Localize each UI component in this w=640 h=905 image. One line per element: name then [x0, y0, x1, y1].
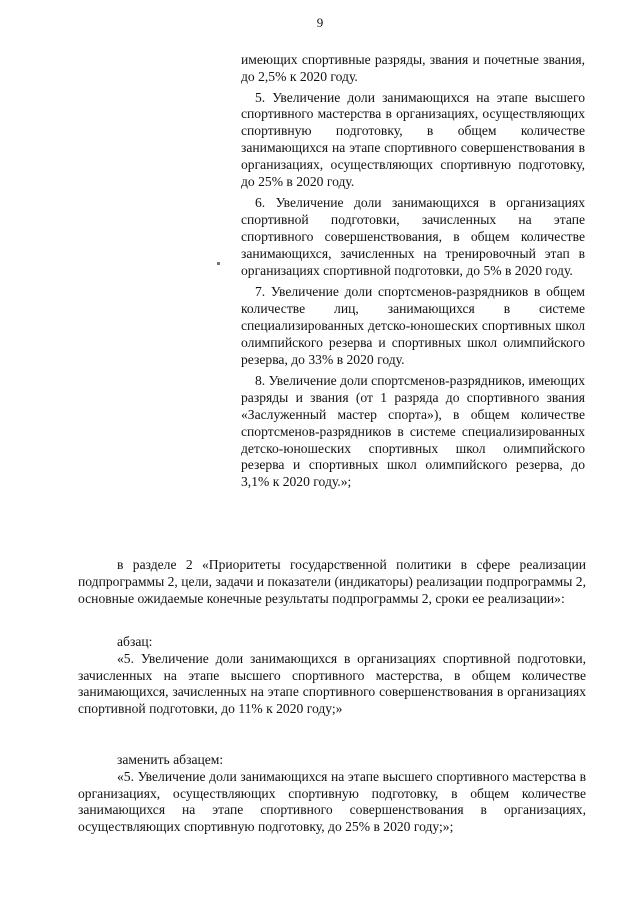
scan-mark: [217, 262, 220, 265]
paragraph-item-6: 6. Увеличение доли занимающихся в организациях спортивной подготовки, зачисленных на этапе спортивного совершенствования, в общем количестве занимающихся, зачисленных на тренировочный этап в организациях спортивной подготовки, до 5% в 2020 году.: [241, 195, 585, 278]
section-2-text: в разделе 2 «Приоритеты государственной политики в сфере реализации подпрограммы 2, цели, задачи и показатели (индикаторы) реализации подпрограммы 2, основные ожидаемые конечные результаты подпрограммы 2, сроки ее реализации»:: [78, 557, 586, 606]
page-number: 9: [316, 15, 324, 30]
abzac-label: абзац:: [117, 634, 153, 649]
paragraph-item-5: 5. Увеличение доли занимающихся на этапе высшего спортивного мастерства в организациях, осуществляющих спортивную подготовку, в общем количестве занимающихся на этапе спортивного совершенствования в организациях, осуществляющих спортивную подготовку, до 25% в 2020 году.: [241, 89, 585, 189]
abzac-text: «5. Увеличение доли занимающихся в организациях спортивной подготовки, зачисленных на этапе высшего спортивного мастерства, в общем количестве занимающихся, зачисленных на этапе спортивного совершенствования в организациях спортивной подготовки, до 11% к 2020 году;»: [78, 650, 586, 717]
indicator-list-column: [241, 52, 585, 491]
old-paragraph-block: [78, 634, 586, 718]
replace-label: заменить абзацем:: [117, 752, 224, 767]
paragraph-continuation: имеющих спортивные разряды, звания и почетные звания, до 2,5% к 2020 году.: [241, 52, 585, 84]
section-2-intro: [78, 557, 586, 607]
replace-text: «5. Увеличение доли занимающихся на этапе высшего спортивного мастерства в организациях, осуществляющих спортивную подготовку, в общем количестве занимающихся на этапе спортивного совершенствования в организациях, осуществляющих спортивную подготовку, до 25% в 2020 году;»;: [78, 768, 586, 835]
paragraph-item-7: 7. Увеличение доли спортсменов-разрядников в общем количестве лиц, занимающихся в системе специализированных детско-юношеских спортивных школ олимпийского резерва и спортивных школ олимпийского резерва, до 33% в 2020 году.: [241, 284, 585, 367]
paragraph-item-8: 8. Увеличение доли спортсменов-разрядников, имеющих разряды и звания (от 1 разряда до спортивного звания «Заслуженный мастер спорта»), в общем количестве спортсменов-разрядников в системе специализированных детско-юношеских спортивных школ олимпийского резерва и спортивных школ олимпийского резерва, до 3,1% к 2020 году.»;: [241, 373, 585, 490]
new-paragraph-block: [78, 752, 586, 836]
